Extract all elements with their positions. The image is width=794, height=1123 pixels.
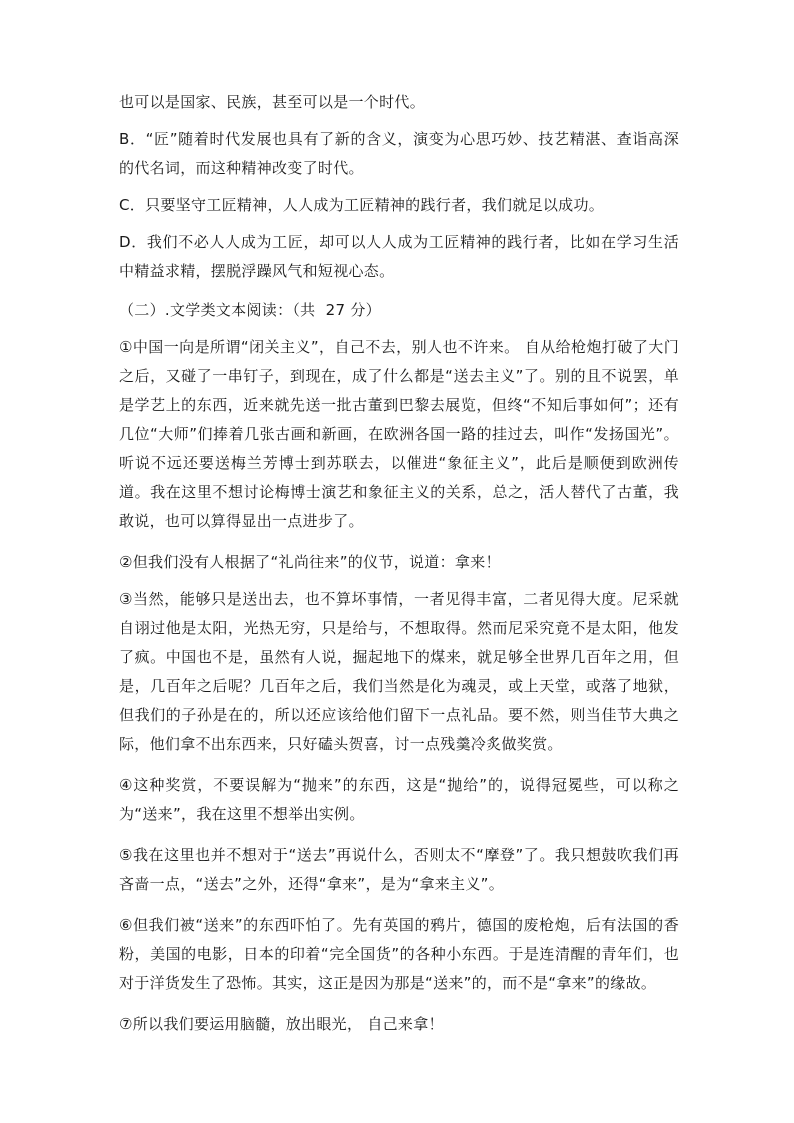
passage-paragraph-3: ③当然，能够只是送出去，也不算坏事情，一者见得丰富，二者见得大度。尼采就自诩过他是太阳，光热无穷，只是给与，不想取得。然而尼采究竟不是太阳，他发了疯。中国也不是，虽然有人说，掘起地下的煤来，就足够全世界几百年之用，但是，几百年之后呢？几百年之后，我们当然是化为魂灵，或上天堂，或落了地狱，但我们的子孙是在的，所以还应该给他们留下一点礼品。要不然，则当佳节大典之际，他们拿不出东西来，只好磕头贺喜，讨一点残羹冷炙做奖赏。 — [119, 590, 679, 753]
passage-paragraph-7: ⑦所以我们要运用脑髓，放出眼光， 自己来拿！ — [119, 1015, 444, 1033]
section-heading: （二）.文学类文本阅读：（共 27 分） — [119, 301, 381, 319]
option-c: C．只要坚守工匠精神，人人成为工匠精神的践行者，我们就足以成功。 — [119, 196, 605, 214]
passage-paragraph-4: ④这种奖赏，不要误解为“抛来”的东西，这是“抛给”的，说得冠冕些，可以称之为“送来”，我在这里不想举出实例。 — [119, 776, 679, 823]
passage-paragraph-5: ⑤我在这里也并不想对于“送去”再说什么，否则太不“摩登”了。我只想鼓吹我们再吝啬一点，“送去”之外，还得“拿来”，是为“拿来主义”。 — [119, 846, 679, 893]
document-page — [119, 88, 679, 1039]
passage-paragraph-1: ①中国一向是所谓“闭关主义”，自己不去，别人也不许来。 自从给枪炮打破了大门之后，又碰了一串钉子，到现在，成了什么都是“送去主义”了。别的且不说罢，单是学艺上的东西，近来就先送一批古董到巴黎去展览，但终“不知后事如何”；还有几位“大师”们捧着几张古画和新画，在欧洲各国一路的挂过去，叫作“发扬国光”。听说不远还要送梅兰芳博士到苏联去，以催进“象征主义”，此后是顺便到欧洲传道。我在这里不想讨论梅博士演艺和象征主义的关系，总之，活人替代了古董，我敢说，也可以算得显出一点进步了。 — [119, 338, 679, 530]
passage-paragraph-2: ②但我们没有人根据了“礼尚往来”的仪节，说道：拿来！ — [119, 553, 501, 571]
option-d: D．我们不必人人成为工匠，却可以人人成为工匠精神的践行者，比如在学习生活中精益求精，摆脱浮躁风气和短视心态。 — [119, 233, 679, 280]
option-a-continuation: 也可以是国家、民族，甚至可以是一个时代。 — [119, 93, 426, 111]
option-b: B．“匠”随着时代发展也具有了新的含义，演变为心思巧妙、技艺精湛、查诣高深的代名词，而这种精神改变了时代。 — [119, 130, 679, 177]
passage-paragraph-6: ⑥但我们被“送来”的东西吓怕了。先有英国的鸦片，德国的废枪炮，后有法国的香粉，美国的电影，日本的印着“完全国货”的各种小东西。于是连清醒的青年们，也对于洋货发生了恐怖。其实，这正是因为那是“送来”的，而不是“拿来”的缘故。 — [119, 916, 679, 992]
